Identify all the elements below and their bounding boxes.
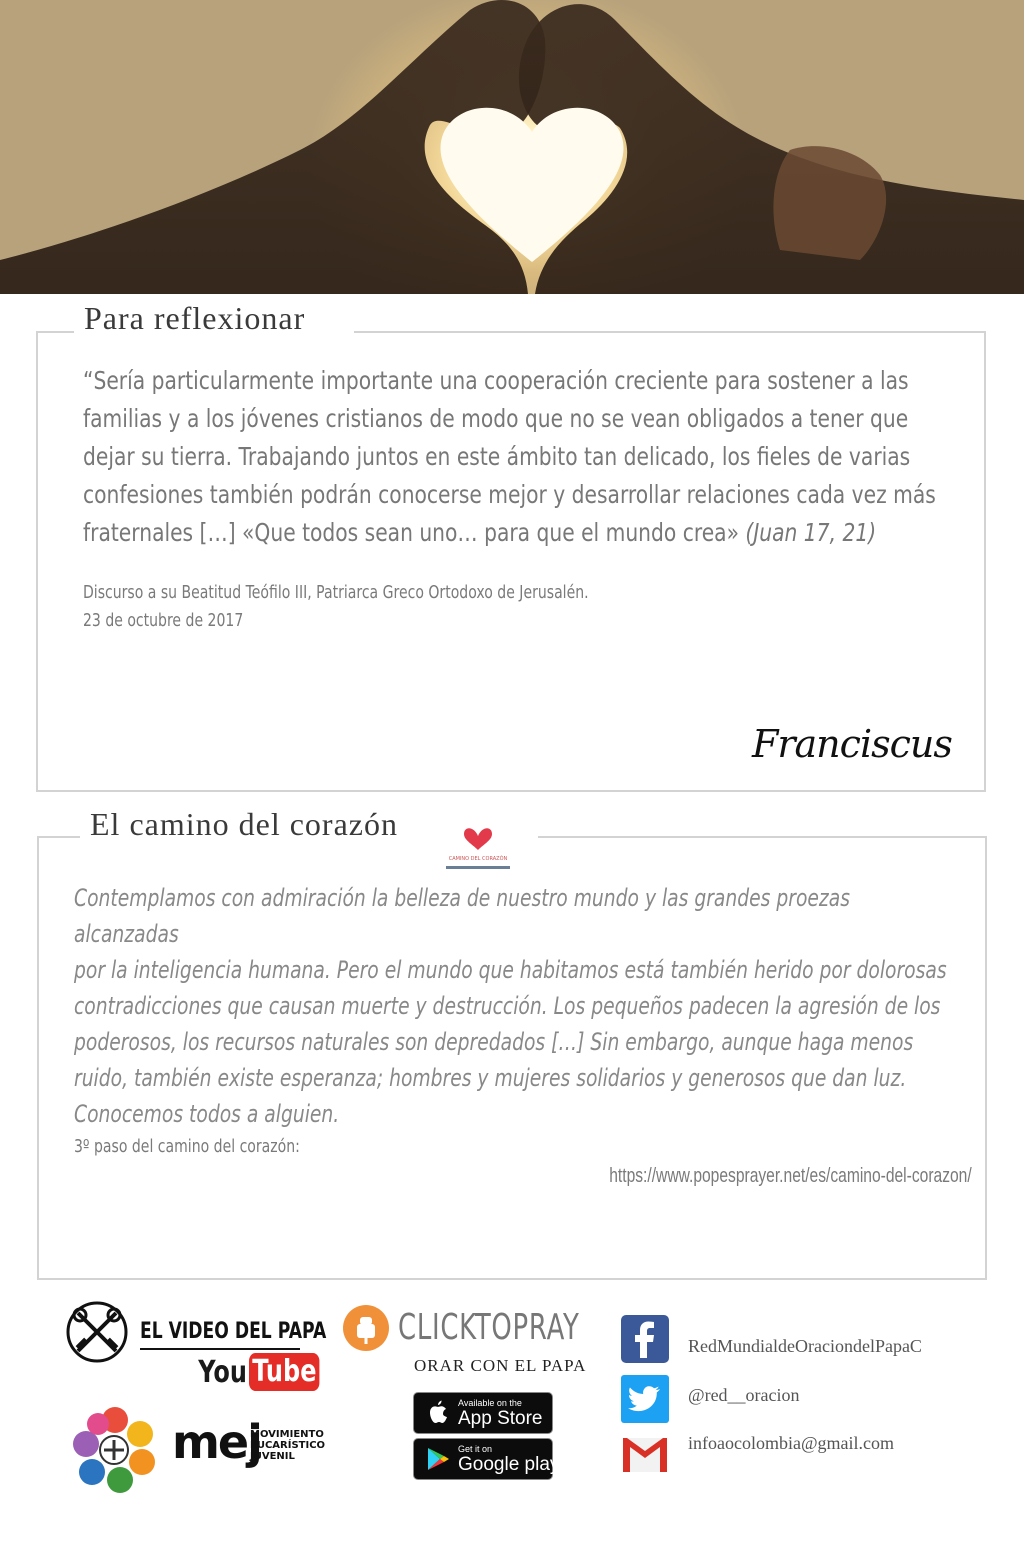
quote-line-text: fraternales […] «Que todos sean uno… para que el mundo crea»	[83, 518, 739, 547]
camino-line: contradicciones que causan muerte y destrucción. Los pequeños padecen la agresión de los	[74, 992, 941, 1020]
email-address[interactable]: infoaocolombia@gmail.com	[688, 1433, 895, 1453]
source-line: Discurso a su Beatitud Teófilo III, Patriarca Greco Ortodoxo de Jerusalén.	[83, 582, 589, 603]
youtube-logo[interactable]	[186, 1352, 337, 1392]
camino-logo-text: CAMINO DEL CORAZÓN	[448, 856, 508, 862]
reflect-quote	[83, 362, 942, 552]
google-play-icon	[424, 1445, 452, 1473]
twitter-handle[interactable]: @red__oracion	[688, 1385, 800, 1405]
signature: Franciscus	[752, 722, 952, 766]
quote-line: “Sería particularmente importante una cooperación creciente para sostener a las	[83, 366, 909, 395]
orar-con-el-papa: ORAR CON EL PAPA	[414, 1356, 587, 1375]
camino-heart-logo-icon	[444, 812, 512, 872]
hero-photo	[0, 0, 1024, 294]
reflect-source	[83, 579, 707, 635]
apple-icon	[424, 1399, 452, 1427]
quote-line: familias y a los jóvenes cristianos de modo que no se vean obligados a tener que	[83, 404, 909, 433]
mej-label[interactable]: mej	[172, 1415, 261, 1469]
crossed-keys-logo-icon[interactable]	[66, 1301, 128, 1363]
quote-citation: (Juan 17, 21)	[745, 518, 877, 547]
mej-flower-logo-icon[interactable]	[70, 1404, 160, 1494]
facebook-icon[interactable]	[620, 1314, 670, 1364]
quote-line	[83, 514, 942, 552]
quote-line: confesiones también podrán conocerse mejor y desarrollar relaciones cada vez más	[83, 480, 936, 509]
gmail-icon[interactable]	[620, 1430, 670, 1480]
app-store-button[interactable]	[413, 1392, 553, 1434]
camino-heading: El camino del corazón	[80, 802, 538, 852]
youtube-you: You	[198, 1354, 247, 1390]
camino-url-link[interactable]: https://www.popesprayer.net/es/camino-del-corazon/	[609, 1165, 972, 1187]
camino-text	[74, 880, 959, 1132]
google-play-big: Google play	[458, 1454, 560, 1475]
heart-hands-icon	[0, 0, 1024, 294]
camino-line: poderosos, los recursos naturales son depredados […] Sin embargo, aunque haga menos	[74, 1028, 914, 1056]
google-play-small: Get it on	[458, 1444, 493, 1454]
clicktopray-logo-icon[interactable]	[342, 1304, 390, 1352]
reflect-heading: Para reflexionar	[74, 296, 354, 340]
quote-line: dejar su tierra. Trabajando juntos en este ámbito tan delicado, los fieles de varias	[83, 442, 911, 471]
camino-line: Conocemos todos a alguien.	[74, 1100, 340, 1128]
camino-line: ruido, también existe esperanza; hombres y mujeres solidarios y generosos que dan luz.	[74, 1064, 907, 1092]
google-play-button[interactable]	[413, 1438, 560, 1480]
app-store-big: App Store	[458, 1408, 543, 1429]
camino-line: Contemplamos con admiración la belleza de nuestro mundo y las grandes proezas alcanzadas	[74, 884, 850, 948]
camino-line: por la inteligencia humana. Pero el mundo que habitamos está también herido por dolorosas	[74, 956, 947, 984]
camino-step: 3º paso del camino del corazón:	[74, 1136, 300, 1157]
youtube-tube: Tube	[249, 1353, 320, 1391]
clicktopray-label[interactable]: CLICKTOPRAY	[398, 1307, 580, 1348]
video-del-papa-label[interactable]: EL VIDEO DEL PAPA	[140, 1316, 300, 1350]
app-store-small: Available on the	[458, 1398, 522, 1408]
mej-subtitle: MOVIMIENTO EUCARÍSTICO JUVENIL	[250, 1429, 326, 1462]
source-date: 23 de octubre de 2017	[83, 610, 244, 631]
twitter-icon[interactable]	[620, 1374, 670, 1424]
facebook-handle[interactable]: RedMundialdeOraciondelPapaC	[688, 1336, 922, 1356]
